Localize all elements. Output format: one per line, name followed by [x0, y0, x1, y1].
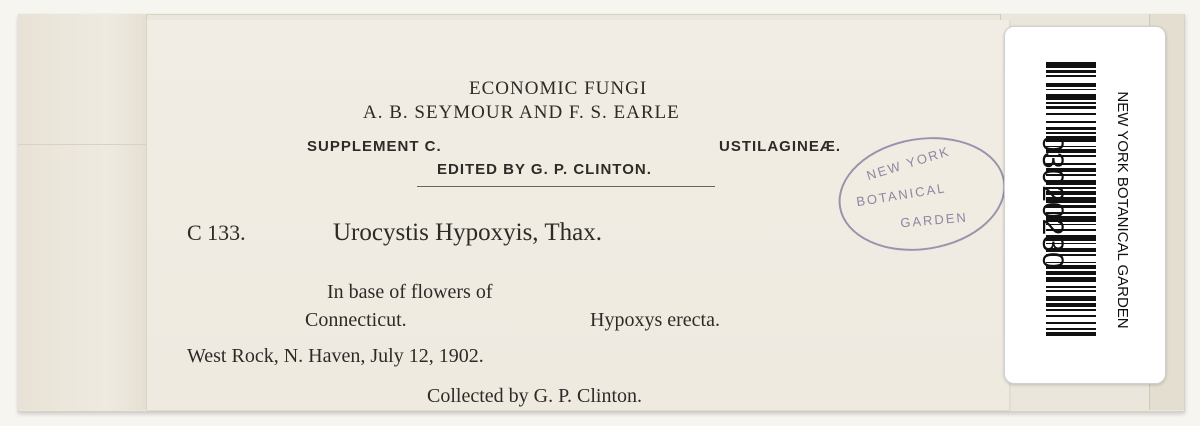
header-divider [417, 186, 715, 187]
barcode-bar [1046, 328, 1096, 330]
group-label: USTILAGINEÆ. [719, 138, 842, 155]
specimen-number: C 133. [187, 220, 246, 245]
packet-left-flap [18, 14, 147, 410]
barcode-bar [1046, 322, 1096, 324]
flap-crease [18, 144, 146, 145]
stamp-line-3: GARDEN [899, 209, 969, 231]
locality-date: West Rock, N. Haven, July 12, 1902. [187, 345, 484, 367]
species-name: Urocystis Hypoxyis, Thax. [333, 219, 602, 246]
editor-line: EDITED BY G. P. CLINTON. [437, 161, 652, 178]
host-plant: Hypoxys erecta. [590, 309, 720, 331]
collector-line: Collected by G. P. Clinton. [427, 385, 642, 407]
barcode-number: 03020230 [1036, 135, 1069, 269]
stamp-line-1: NEW YORK [864, 143, 952, 184]
barcode-bar [1046, 70, 1096, 74]
institution-name: NEW YORK BOTANICAL GARDEN [1114, 91, 1131, 329]
barcode-bar [1046, 62, 1096, 68]
state-label: Connecticut. [305, 309, 407, 331]
stamp-line-2: BOTANICAL [855, 180, 948, 210]
barcode-bar [1046, 332, 1096, 336]
habitat-line: In base of flowers of [327, 281, 493, 303]
series-authors: A. B. SEYMOUR AND F. S. EARLE [363, 102, 680, 123]
barcode-bar [1046, 75, 1096, 77]
supplement-label: SUPPLEMENT C. [307, 138, 442, 155]
series-title: ECONOMIC FUNGI [469, 78, 648, 99]
